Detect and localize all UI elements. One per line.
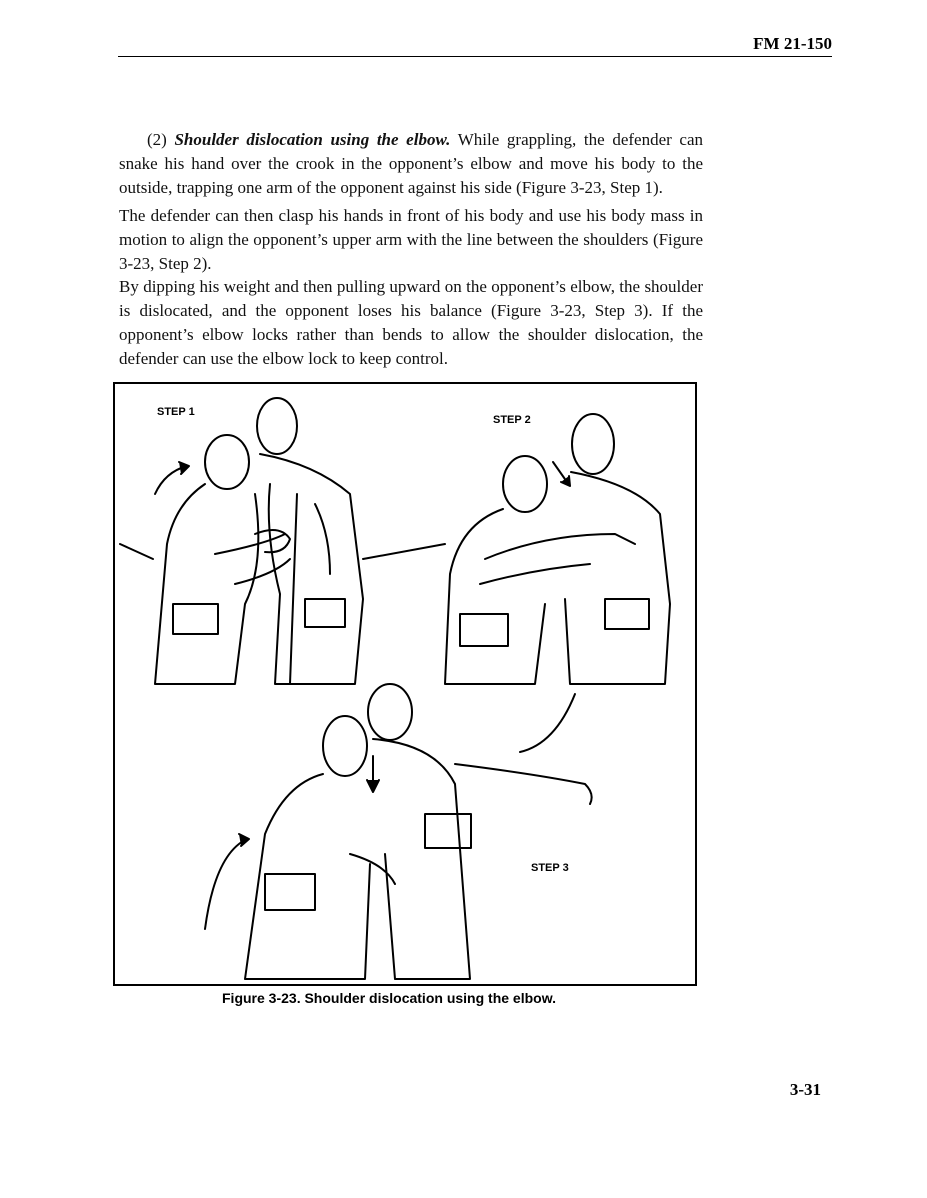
step-1-label: STEP 1 xyxy=(157,406,195,418)
step-connector-curve xyxy=(520,694,575,752)
figure-caption: Figure 3-23. Shoulder dislocation using the elbow. xyxy=(222,990,556,1006)
step3-figures xyxy=(205,684,592,979)
paragraph-lead: Shoulder dislocation using the elbow. xyxy=(174,130,451,149)
header-rule xyxy=(118,56,832,57)
step-connector-line xyxy=(363,544,445,559)
step-2-label: STEP 2 xyxy=(493,414,531,426)
document-id: FM 21-150 xyxy=(753,34,832,53)
paragraph-1-text: While grappling, the defender can snake his hand over the crook in the opponent’s elbow and move his body to the outside, trapping one arm of the opponent against his side (Figure 3-23, Step 1). xyxy=(119,130,703,197)
paragraph-3: By dipping his weight and then pulling upward on the opponent’s elbow, the shoulder is dislocated, and the opponent loses his balance (Figure 3-23, Step 3). If the opponent’s elbow locks rather than bends to allow the shoulder dislocation, the defender can use the elbow lock to keep control. xyxy=(119,277,703,368)
figure-drawing xyxy=(115,384,695,984)
page-number: 3-31 xyxy=(789,1080,821,1099)
step2-figures xyxy=(445,414,670,684)
paragraph-2: The defender can then clasp his hands in front of his body and use his body mass in motion to align the opponent’s upper arm with the line between the shoulders (Figure 3-23, Step 2). xyxy=(119,206,703,273)
step-3-label: STEP 3 xyxy=(531,862,569,874)
step1-figures xyxy=(120,398,363,684)
paragraph-1 xyxy=(119,128,703,200)
figure-illustration xyxy=(113,382,697,986)
paragraph-number: (2) xyxy=(147,130,175,149)
